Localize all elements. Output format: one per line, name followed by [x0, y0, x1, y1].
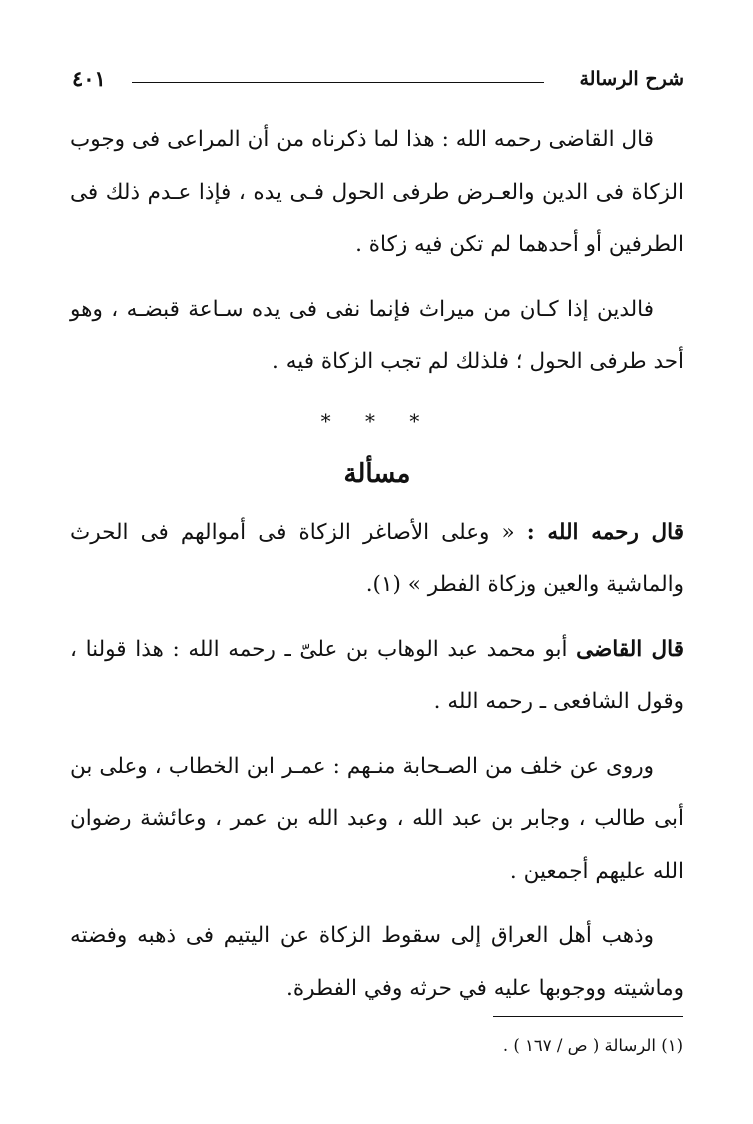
paragraph-text: « وعلى الأصاغر الزكاة فى أموالهم فى الحرث والماشية والعين وزكاة الفطر » (١).	[70, 519, 684, 597]
page-header	[72, 60, 684, 100]
paragraph: فالدين إذا كـان من ميراث فإنما نفى فى يده سـاعة قبضـه ، وهو أحد طرفى الحول ؛ فلذلك لم تجب الزكاة فيه .	[70, 296, 684, 374]
page-body	[70, 114, 684, 1027]
section-divider-stars: * * *	[320, 408, 434, 433]
paragraph-text: أبو محمد عبد الوهاب بن علىّ ـ رحمه الله : هذا قولنا ، وقول الشافعى ـ رحمه الله .	[70, 636, 684, 714]
paragraph	[70, 507, 684, 612]
paragraph: قال القاضى رحمه الله : هذا لما ذكرناه من أن المراعى فى وجوب الزكاة فى الدين والعـرض طرفى الحول فـى يده ، فإذا عـدم ذلك فى الطرفين أو أحدهما لم تكن فيه زكاة .	[70, 127, 684, 257]
speaker-lead: قال رحمه الله :	[526, 519, 685, 545]
paragraph: وروى عن خلف من الصـحابة منـهم : عمـر ابن الخطاب ، وعلى بن أبى طالب ، وجابر بن عبد الله ، وعبد الله بن عمر ، وعائشة رضوان الله عليهم أجمعين .	[70, 753, 684, 884]
speaker-lead: قال القاضى	[576, 636, 685, 662]
running-title: شرح الرسالة	[579, 68, 684, 90]
paragraph	[70, 624, 684, 729]
footnote-rule	[493, 1016, 683, 1017]
section-title: مسألة	[343, 458, 411, 489]
page-number: ٤٠١	[72, 66, 106, 91]
footnote: (١) الرسالة ( ص / ١٦٧ ) .	[502, 1036, 683, 1055]
header-rule	[132, 82, 544, 83]
paragraph: وذهب أهل العراق إلى سقوط الزكاة عن اليتيم فى ذهبه وفضته وماشيته ووجوبها عليه في حرثه وفي الفطرة.	[70, 923, 684, 1001]
footnote-area	[483, 1016, 683, 1059]
